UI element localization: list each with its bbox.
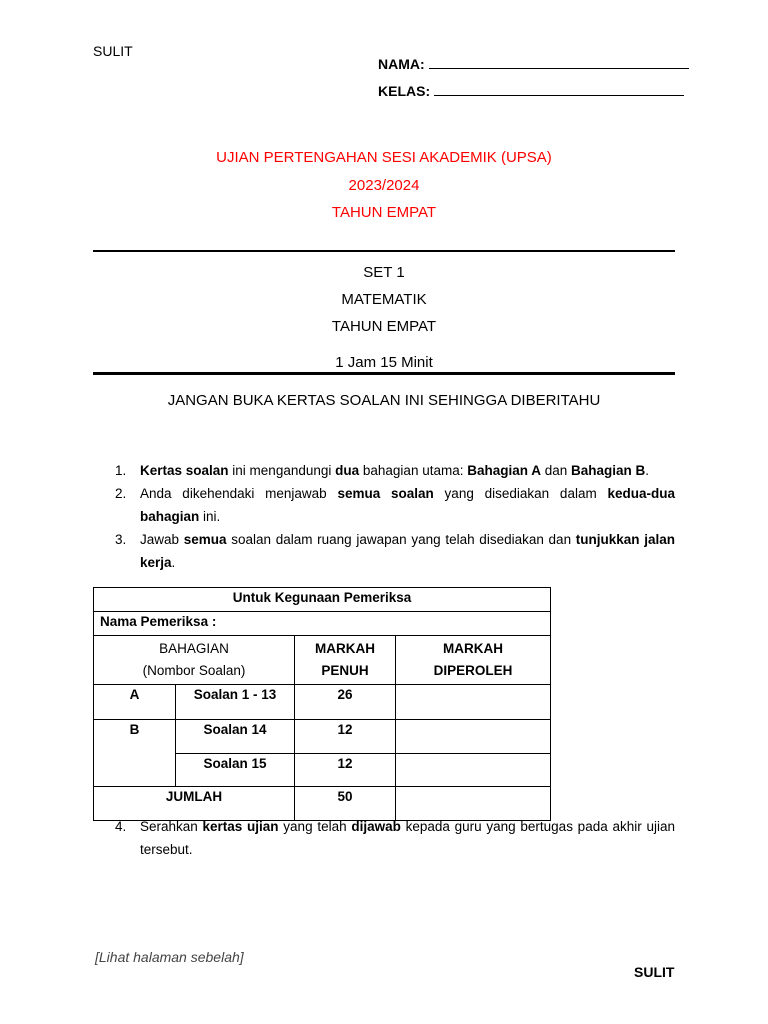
section-cell: B <box>94 720 176 787</box>
table-row <box>94 685 551 720</box>
instruction-text: Serahkan kertas ujian yang telah dijawab kepada guru yang bertugas pada akhir ujian tersebut. <box>140 819 675 857</box>
exam-year: 2023/2024 <box>348 177 420 194</box>
examiner-table <box>93 587 551 821</box>
instruction-4 <box>115 815 675 861</box>
section-cell: A <box>94 685 176 720</box>
instruction-text: Kertas soalan ini mengandungi dua bahagian utama: Bahagian A dan Bahagian B. <box>140 463 650 478</box>
kelas-line <box>434 84 684 96</box>
full-mark-cell: 12 <box>295 720 396 754</box>
paper-year: TAHUN EMPAT <box>331 318 437 335</box>
paper-subject: MATEMATIK <box>341 291 427 308</box>
nama-line <box>429 57 689 69</box>
question-cell: Soalan 15 <box>176 754 295 787</box>
header-bahagian-line2: (Nombor Soalan) <box>142 663 246 678</box>
nama-label: NAMA: <box>378 56 425 72</box>
divider-bottom <box>93 372 675 375</box>
table-title: Untuk Kegunaan Pemeriksa <box>94 588 551 612</box>
divider-top <box>93 250 675 252</box>
next-page-note: [Lihat halaman sebelah] <box>95 949 244 965</box>
full-mark-cell: 12 <box>295 754 396 787</box>
total-full-mark: 50 <box>295 787 396 821</box>
header-markah-diperoleh-line2: DIPEROLEH <box>433 663 513 678</box>
obtained-mark-cell[interactable] <box>396 754 551 787</box>
header-markah-diperoleh <box>396 636 551 685</box>
examiner-name-label: Nama Pemeriksa : <box>94 612 551 636</box>
header-bahagian-line1: BAHAGIAN <box>159 641 229 656</box>
instruction-number: 4. <box>115 819 127 834</box>
header-markah-diperoleh-line1: MARKAH <box>443 641 503 656</box>
instruction-1 <box>115 459 675 482</box>
header-markah-penuh-line1: MARKAH <box>315 641 375 656</box>
paper-set: SET 1 <box>363 264 405 281</box>
table-row <box>94 720 551 754</box>
instruction-text: Jawab semua soalan dalam ruang jawapan yang telah disediakan dan tunjukkan jalan kerja. <box>140 532 675 570</box>
header-bahagian <box>94 636 295 685</box>
instruction-2 <box>115 482 675 528</box>
header-markah-penuh-line2: PENUH <box>321 663 369 678</box>
instruction-item <box>115 815 675 861</box>
instruction-item <box>115 459 675 482</box>
header-markah-penuh <box>295 636 396 685</box>
full-mark-cell: 26 <box>295 685 396 720</box>
exam-title: UJIAN PERTENGAHAN SESI AKADEMIK (UPSA) <box>216 149 552 166</box>
nama-field <box>378 56 689 72</box>
instruction-item <box>115 528 675 574</box>
instruction-item <box>115 482 675 528</box>
question-cell: Soalan 1 - 13 <box>176 685 295 720</box>
instruction-number: 3. <box>115 532 127 547</box>
warning-text: JANGAN BUKA KERTAS SOALAN INI SEHINGGA DIBERITAHU <box>167 392 601 409</box>
instruction-text: Anda dikehendaki menjawab semua soalan yang disediakan dalam kedua-dua bahagian ini. <box>140 486 675 524</box>
classification-top: SULIT <box>93 43 133 59</box>
exam-grade: TAHUN EMPAT <box>331 204 437 221</box>
instruction-number: 2. <box>115 486 127 501</box>
instruction-3 <box>115 528 675 574</box>
total-label: JUMLAH <box>94 787 295 821</box>
obtained-mark-cell[interactable] <box>396 685 551 720</box>
obtained-mark-cell[interactable] <box>396 720 551 754</box>
instruction-number: 1. <box>115 463 127 478</box>
classification-bottom: SULIT <box>634 964 675 980</box>
kelas-label: KELAS: <box>378 83 431 99</box>
question-cell: Soalan 14 <box>176 720 295 754</box>
kelas-field <box>378 83 684 99</box>
paper-duration: 1 Jam 15 Minit <box>335 354 433 371</box>
